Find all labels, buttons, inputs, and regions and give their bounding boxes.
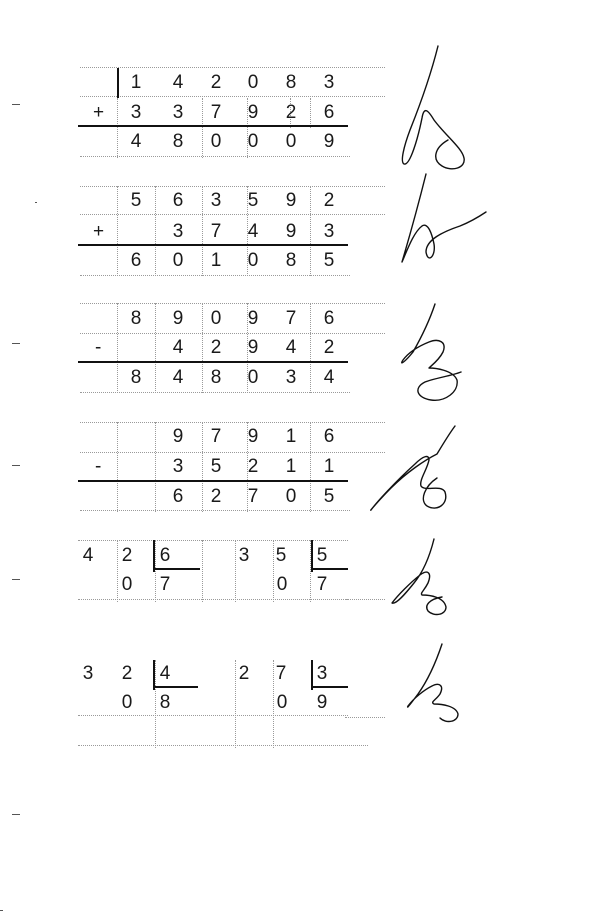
dividend-digit: 5 xyxy=(275,545,287,566)
signature xyxy=(392,168,492,273)
digit: 8 xyxy=(172,131,184,152)
digit: 4 xyxy=(172,367,184,388)
dividend-digit: 4 xyxy=(82,545,94,566)
digit: 2 xyxy=(323,190,335,211)
digit: 0 xyxy=(285,486,297,507)
digit: 5 xyxy=(130,190,142,211)
margin-mark xyxy=(12,814,20,815)
plus-sign: + xyxy=(93,221,105,242)
digit: 4 xyxy=(172,337,184,358)
digit: 7 xyxy=(210,426,222,447)
digit: 1 xyxy=(285,426,297,447)
digit: 9 xyxy=(247,308,259,329)
digit: 4 xyxy=(285,337,297,358)
digit: 0 xyxy=(247,131,259,152)
digit: 6 xyxy=(323,102,335,123)
digit: 6 xyxy=(172,486,184,507)
division-bracket xyxy=(311,686,348,688)
remainder-digit: 0 xyxy=(121,574,133,595)
digit: 4 xyxy=(130,131,142,152)
minus-sign: - xyxy=(95,337,102,358)
difference-line xyxy=(78,361,348,363)
digit: 1 xyxy=(323,456,335,477)
digit: 6 xyxy=(130,250,142,271)
dividend-digit: 2 xyxy=(121,663,133,684)
digit: 5 xyxy=(323,250,335,271)
dividend-digit: 2 xyxy=(121,545,133,566)
digit: 9 xyxy=(285,190,297,211)
signature xyxy=(395,298,470,408)
divisor-digit: 6 xyxy=(159,545,171,566)
digit: 2 xyxy=(210,72,222,93)
digit: 3 xyxy=(210,190,222,211)
digit: 9 xyxy=(247,426,259,447)
divisor-digit: 4 xyxy=(159,663,171,684)
digit: 2 xyxy=(323,337,335,358)
margin-mark xyxy=(0,910,3,911)
minus-sign: - xyxy=(95,456,102,477)
digit: 7 xyxy=(210,102,222,123)
digit: 9 xyxy=(172,308,184,329)
digit: 8 xyxy=(285,250,297,271)
digit: 9 xyxy=(247,102,259,123)
digit: 3 xyxy=(172,456,184,477)
division-bracket xyxy=(311,568,348,570)
digit: 0 xyxy=(247,250,259,271)
digit: 8 xyxy=(130,367,142,388)
digit: 8 xyxy=(210,367,222,388)
digit: 0 xyxy=(285,131,297,152)
margin-mark xyxy=(12,465,20,466)
remainder-digit: 0 xyxy=(276,574,288,595)
signature xyxy=(400,640,470,725)
digit: 9 xyxy=(172,426,184,447)
digit: 5 xyxy=(323,486,335,507)
digit: 3 xyxy=(323,221,335,242)
digit: 2 xyxy=(285,102,297,123)
division-bracket xyxy=(153,568,200,570)
digit: 1 xyxy=(285,456,297,477)
digit: 1 xyxy=(210,250,222,271)
digit: 2 xyxy=(210,337,222,358)
dividend-digit: 3 xyxy=(238,545,250,566)
sum-line xyxy=(78,125,348,127)
margin-mark xyxy=(35,202,37,203)
signature xyxy=(390,535,460,620)
digit: 8 xyxy=(130,308,142,329)
digit: 3 xyxy=(130,102,142,123)
digit: 9 xyxy=(285,221,297,242)
dividend-digit: 2 xyxy=(238,663,250,684)
quotient-digit: 7 xyxy=(316,574,328,595)
quotient-digit: 7 xyxy=(159,574,171,595)
digit: 0 xyxy=(247,72,259,93)
digit: 6 xyxy=(323,308,335,329)
digit: 7 xyxy=(247,486,259,507)
dividend-digit: 3 xyxy=(82,663,94,684)
digit: 4 xyxy=(172,72,184,93)
digit: 0 xyxy=(210,131,222,152)
digit: 0 xyxy=(210,308,222,329)
digit: 4 xyxy=(323,367,335,388)
signature xyxy=(392,40,482,175)
quotient-digit: 9 xyxy=(316,692,328,713)
digit: 5 xyxy=(247,190,259,211)
digit: 6 xyxy=(323,426,335,447)
margin-mark xyxy=(12,579,20,580)
margin-mark xyxy=(12,343,20,344)
digit: 6 xyxy=(172,190,184,211)
digit: 3 xyxy=(172,221,184,242)
division-bracket xyxy=(153,686,198,688)
digit: 7 xyxy=(285,308,297,329)
signature xyxy=(365,420,465,520)
digit: 8 xyxy=(285,72,297,93)
digit: 7 xyxy=(210,221,222,242)
quotient-digit: 8 xyxy=(159,692,171,713)
digit: 0 xyxy=(172,250,184,271)
digit: 9 xyxy=(323,131,335,152)
digit: 2 xyxy=(210,486,222,507)
divisor-digit: 5 xyxy=(316,545,328,566)
difference-line xyxy=(78,480,348,482)
divisor-digit: 3 xyxy=(316,663,328,684)
remainder-digit: 0 xyxy=(276,692,288,713)
digit: 0 xyxy=(247,367,259,388)
digit: 3 xyxy=(285,367,297,388)
digit: 9 xyxy=(247,337,259,358)
sum-line xyxy=(78,244,348,246)
digit: 1 xyxy=(130,72,142,93)
remainder-digit: 0 xyxy=(121,692,133,713)
digit: 3 xyxy=(172,102,184,123)
plus-sign: + xyxy=(93,102,105,123)
dividend-digit: 7 xyxy=(275,663,287,684)
digit: 4 xyxy=(247,221,259,242)
digit: 3 xyxy=(323,72,335,93)
digit: 2 xyxy=(247,456,259,477)
digit: 5 xyxy=(210,456,222,477)
margin-mark xyxy=(12,104,20,105)
